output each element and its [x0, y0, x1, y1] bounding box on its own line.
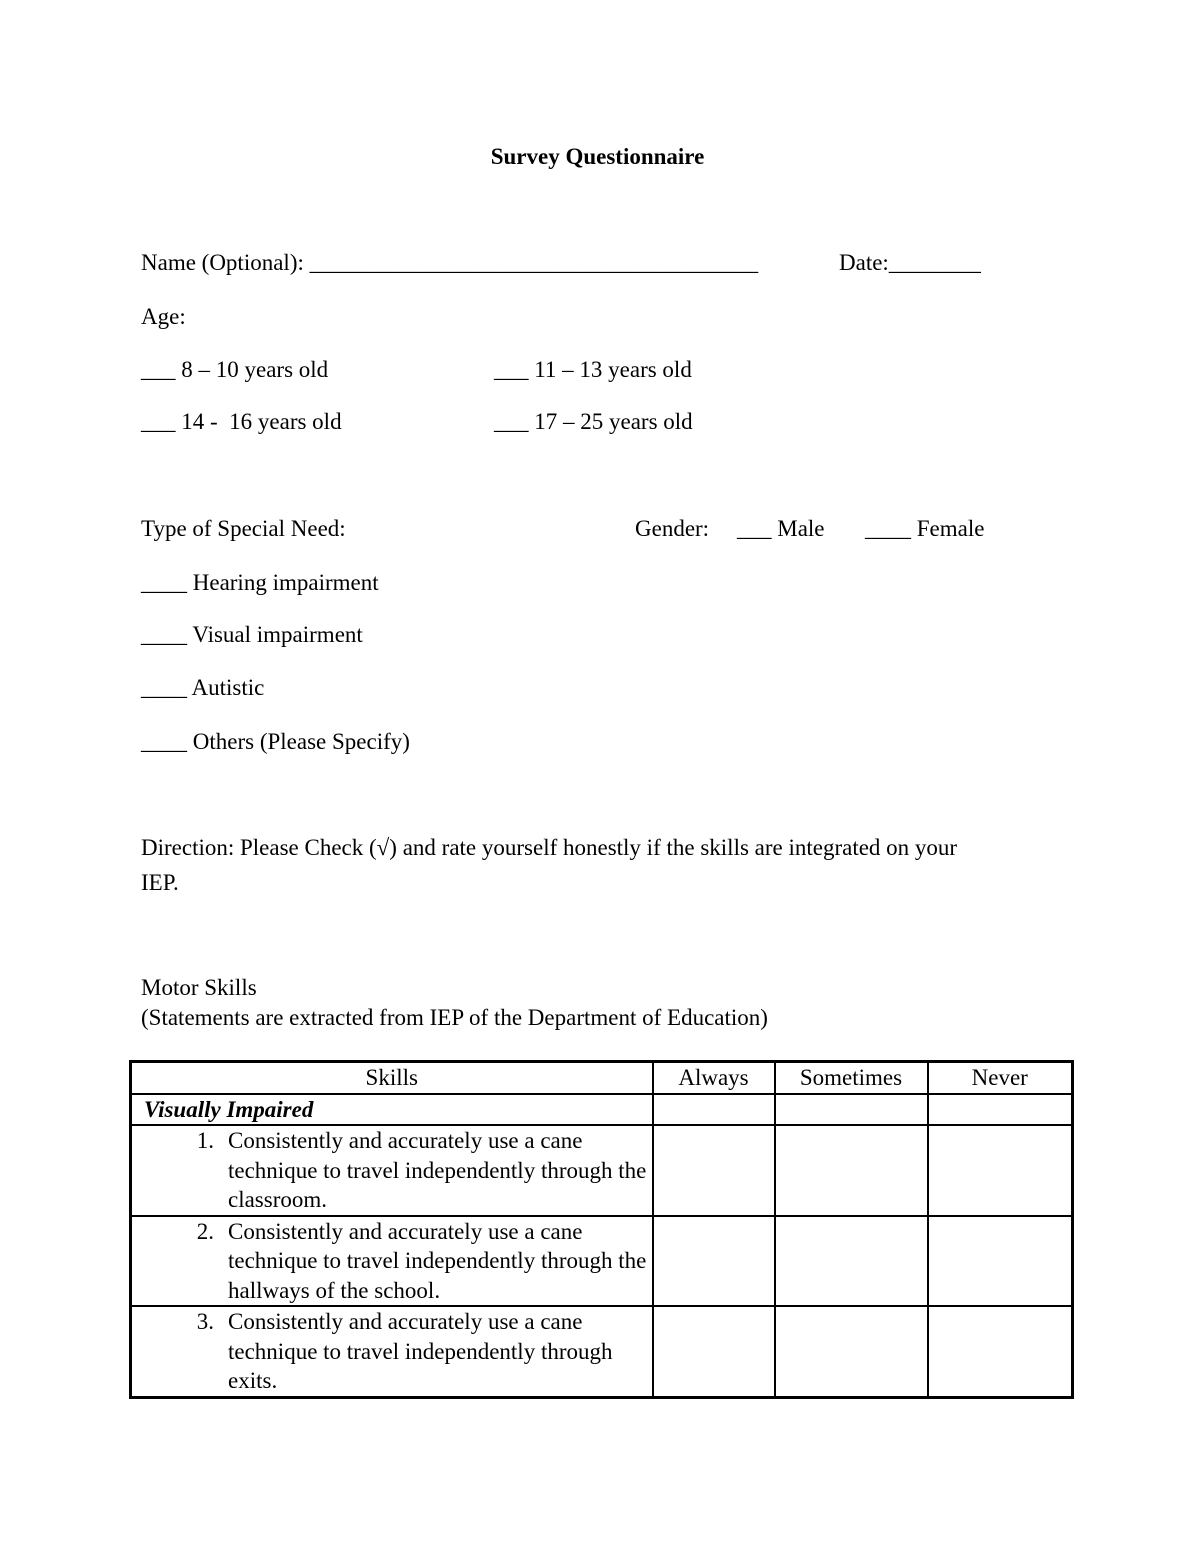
special-need-option — [141, 569, 379, 597]
skill-number: 1. — [196, 1128, 214, 1153]
date-field-row — [839, 249, 981, 277]
always-cell[interactable] — [653, 1094, 775, 1126]
gender-female-label: Female — [916, 516, 985, 541]
gender-female-option — [865, 515, 984, 543]
section-subtitle: (Statements are extracted from IEP of the Department of Education) — [141, 1005, 768, 1030]
special-need-label-text: Hearing impairment — [192, 570, 379, 595]
section-title: Motor Skills — [141, 975, 257, 1000]
skill-text: Consistently and accurately use a cane technique to travel independently through the classroom. — [228, 1128, 647, 1212]
special-need-label: Type of Special Need: — [141, 516, 346, 541]
date-input-line[interactable]: ________ — [888, 250, 981, 275]
age-option-label: 14 - 16 years old — [181, 409, 342, 434]
skill-cell — [131, 1216, 653, 1307]
gender-female-blank[interactable]: ____ — [865, 516, 911, 541]
special-need-label-text: Autistic — [191, 675, 265, 700]
date-label: Date: — [839, 250, 889, 275]
never-cell[interactable] — [928, 1094, 1073, 1126]
sometimes-cell[interactable] — [775, 1094, 928, 1126]
name-field-row — [141, 249, 758, 277]
never-cell[interactable] — [928, 1125, 1073, 1216]
skill-cell — [131, 1125, 653, 1216]
never-cell[interactable] — [928, 1306, 1073, 1397]
skill-text: Consistently and accurately use a cane technique to travel independently through exits. — [228, 1309, 613, 1393]
direction-text-continued: IEP. — [141, 870, 179, 895]
skill-text: Consistently and accurately use a cane technique to travel independently through the hallways of the school. — [228, 1218, 647, 1303]
age-option-blank[interactable]: ___ — [494, 409, 529, 434]
never-cell[interactable] — [928, 1216, 1073, 1307]
age-option-label: 17 – 25 years old — [534, 409, 693, 434]
age-option-blank[interactable]: ___ — [141, 357, 176, 382]
never-column-header: Never — [928, 1062, 1073, 1094]
always-cell[interactable] — [653, 1216, 775, 1307]
table-row — [131, 1306, 1073, 1397]
gender-male-option — [737, 515, 825, 543]
table-row — [131, 1216, 1073, 1307]
direction-text: Direction: Please Check (√) and rate yourself honestly if the skills are integrated on your — [141, 835, 958, 860]
special-need-option — [141, 674, 264, 702]
page-title: Survey Questionnaire — [490, 144, 705, 169]
name-input-line[interactable]: _______________________________________ — [309, 250, 759, 275]
sometimes-column-header: Sometimes — [775, 1062, 928, 1094]
always-cell[interactable] — [653, 1306, 775, 1397]
age-option — [141, 408, 342, 436]
special-need-option — [141, 728, 410, 756]
skill-number: 2. — [196, 1218, 214, 1244]
special-need-blank[interactable]: ____ — [141, 570, 187, 595]
gender-label: Gender: — [635, 516, 710, 541]
table-row — [131, 1125, 1073, 1216]
age-option — [494, 356, 692, 384]
special-need-label-text: Visual impairment — [192, 622, 363, 647]
gender-male-blank[interactable]: ___ — [737, 516, 772, 541]
special-need-blank[interactable]: ____ — [141, 729, 187, 754]
table-header-row — [131, 1062, 1073, 1094]
sometimes-cell[interactable] — [775, 1125, 928, 1216]
special-need-blank[interactable]: ____ — [141, 675, 187, 700]
special-need-option — [141, 621, 363, 649]
skill-cell — [131, 1306, 653, 1397]
age-option-label: 8 – 10 years old — [181, 357, 329, 382]
category-label: Visually Impaired — [131, 1094, 653, 1126]
age-option-label: 11 – 13 years old — [534, 357, 692, 382]
gender-male-label: Male — [777, 516, 825, 541]
skills-column-header: Skills — [131, 1062, 653, 1094]
age-option — [141, 356, 328, 384]
name-label: Name (Optional): — [141, 250, 304, 275]
skill-number: 3. — [196, 1309, 214, 1334]
special-need-blank[interactable]: ____ — [141, 622, 187, 647]
sometimes-cell[interactable] — [775, 1306, 928, 1397]
skills-rating-table — [129, 1060, 1074, 1399]
age-option-blank[interactable]: ___ — [494, 357, 529, 382]
special-need-label-text: Others (Please Specify) — [192, 729, 410, 754]
always-column-header: Always — [653, 1062, 775, 1094]
age-option-blank[interactable]: ___ — [141, 409, 176, 434]
age-label: Age: — [141, 304, 186, 329]
category-row — [131, 1094, 1073, 1126]
sometimes-cell[interactable] — [775, 1216, 928, 1307]
age-option — [494, 408, 693, 436]
always-cell[interactable] — [653, 1125, 775, 1216]
